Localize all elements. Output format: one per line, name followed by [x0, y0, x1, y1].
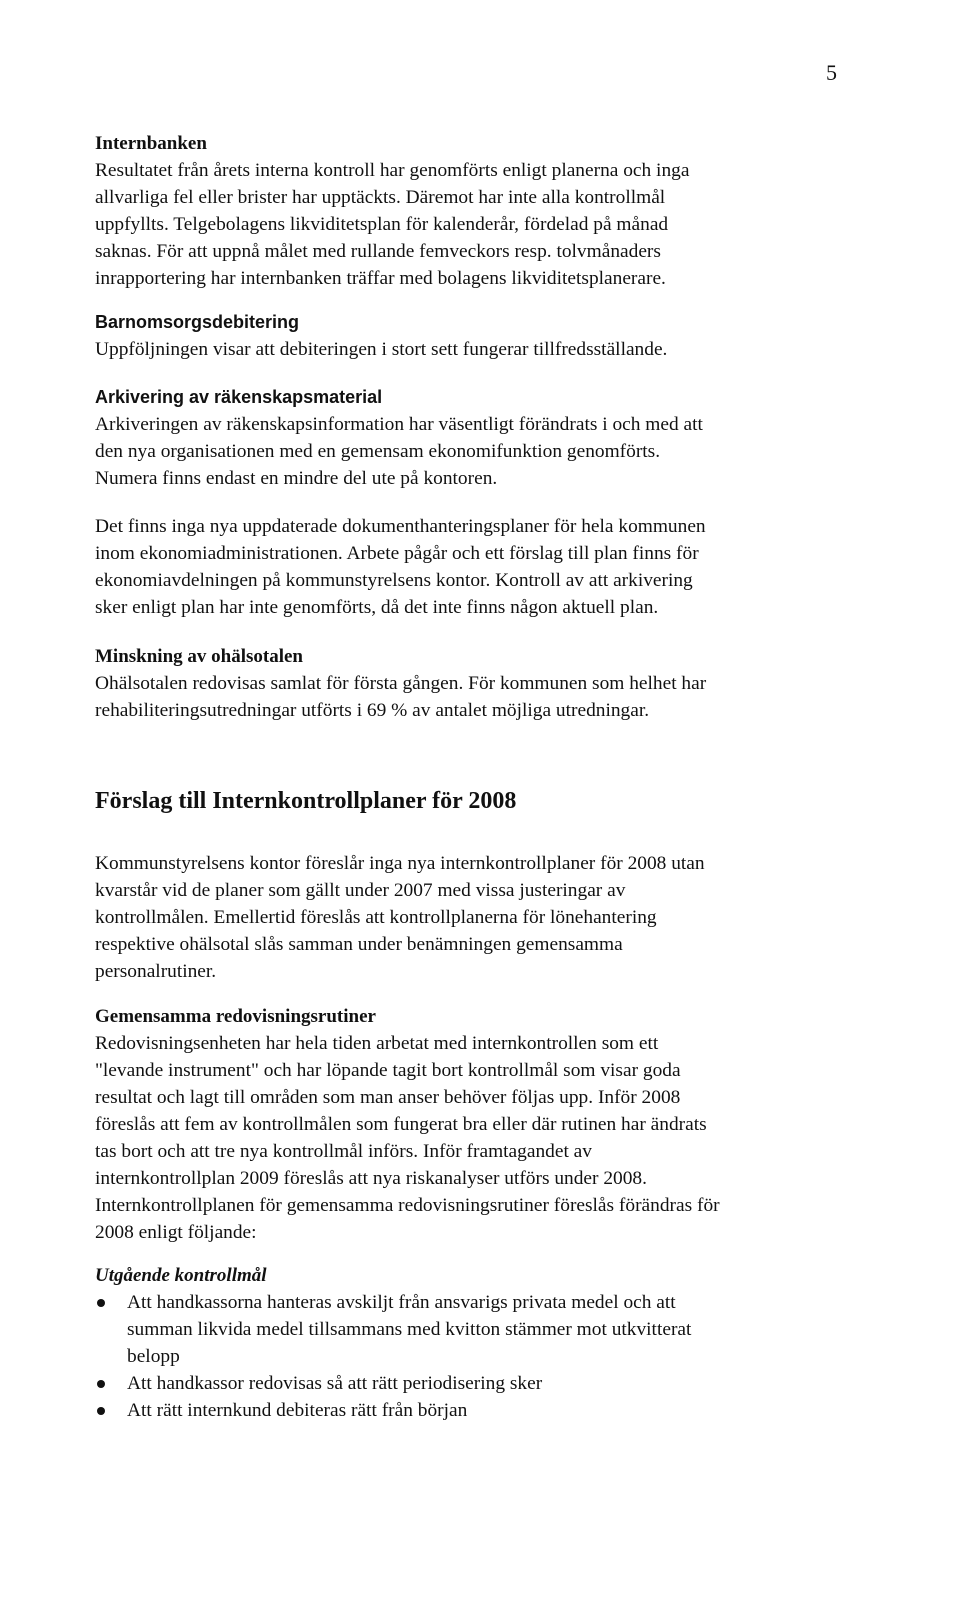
paragraph-barnomsorgsdebitering [95, 336, 825, 363]
paragraph-arkivering-2 [95, 513, 825, 621]
heading-arkivering: Arkivering av räkenskapsmaterial [95, 387, 383, 407]
text-line: summan likvida medel tillsammans med kvitton stämmer mot utkvitterat [127, 1319, 692, 1340]
text-line: "levande instrument" och har löpande tagit bort kontrollmål som visar goda [95, 1060, 681, 1081]
text-line: saknas. För att uppnå målet med rullande femveckors resp. tolvmånaders [95, 241, 661, 262]
text-line: 2008 enligt följande: [95, 1222, 257, 1243]
paragraph-minskning [95, 670, 825, 724]
text-line: den nya organisationen med en gemensam ekonomifunktion genomförts. [95, 441, 661, 462]
bullet-list-utgaende [95, 1289, 825, 1424]
text-line: respektive ohälsotal slås samman under benämningen gemensamma [95, 934, 623, 955]
paragraph-arkivering-1 [95, 411, 825, 492]
list-item [95, 1289, 825, 1370]
text-line: tas bort och att tre nya kontrollmål införs. Inför framtagandet av [95, 1141, 592, 1162]
text-line: ekonomiavdelningen på kommunstyrelsens kontor. Kontroll av att arkivering [95, 570, 693, 591]
paragraph-forslag [95, 850, 825, 985]
section-gemensamma [95, 1003, 825, 1246]
list-item [95, 1370, 825, 1397]
text-line: kvarstår vid de planer som gällt under 2007 med vissa justeringar av [95, 880, 626, 901]
section-forslag [95, 786, 825, 816]
text-line: Att handkassorna hanteras avskiljt från ansvarigs privata medel och att [127, 1292, 676, 1313]
paragraph-internbanken [95, 157, 825, 292]
text-line: Internkontrollplanen för gemensamma redovisningsrutiner föreslås förändras för [95, 1195, 720, 1216]
section-forslag-body [95, 850, 825, 985]
section-internbanken [95, 130, 825, 292]
text-line: Att handkassor redovisas så att rätt periodisering sker [127, 1373, 543, 1394]
text-line: uppfyllts. Telgebolagens likviditetsplan för kalenderår, fördelad på månad [95, 214, 669, 235]
text-line: rehabiliteringsutredningar utförts i 69 % av antalet möjliga utredningar. [95, 700, 650, 721]
text-line: Redovisningsenheten har hela tiden arbetat med internkontrollen som ett [95, 1033, 659, 1054]
text-line: sker enligt plan har inte genomförts, då det inte finns någon aktuell plan. [95, 597, 659, 618]
paragraph-gemensamma [95, 1030, 825, 1246]
text-line: Numera finns endast en mindre del ute på kontoren. [95, 468, 498, 489]
heading-utgaende: Utgående kontrollmål [95, 1265, 267, 1286]
text-line: Ohälsotalen redovisas samlat för första gången. För kommunen som helhet har [95, 673, 707, 694]
text-line: personalrutiner. [95, 961, 217, 982]
section-arkivering-continued [95, 513, 825, 621]
text-line: allvarliga fel eller brister har upptäckts. Däremot har inte alla kontrollmål [95, 187, 666, 208]
heading-gemensamma: Gemensamma redovisningsrutiner [95, 1006, 376, 1027]
text-line: Att rätt internkund debiteras rätt från början [127, 1400, 468, 1421]
heading-forslag: Förslag till Internkontrollplaner för 2008 [95, 788, 517, 814]
page-number: 5 [826, 60, 837, 85]
text-line: resultat och lagt till områden som man anser behöver följas upp. Inför 2008 [95, 1087, 681, 1108]
text-line: belopp [127, 1346, 180, 1367]
text-line: inrapportering har internbanken träffar med bolagens likviditetsplanerare. [95, 268, 666, 289]
text-line: föreslås att fem av kontrollmålen som fungerat bra eller där rutinen har ändrats [95, 1114, 707, 1135]
heading-internbanken: Internbanken [95, 133, 207, 154]
section-arkivering [95, 384, 825, 492]
text-line: Resultatet från årets interna kontroll har genomförts enligt planerna och inga [95, 160, 690, 181]
text-line: kontrollmålen. Emellertid föreslås att kontrollplanerna för lönehantering [95, 907, 657, 928]
section-barnomsorgsdebitering [95, 309, 825, 363]
text-line: Det finns inga nya uppdaterade dokumenthanteringsplaner för hela kommunen [95, 516, 706, 537]
text-line: Arkiveringen av räkenskapsinformation har väsentligt förändrats i och med att [95, 414, 703, 435]
heading-barnomsorgsdebitering: Barnomsorgsdebitering [95, 312, 300, 332]
section-utgaende [95, 1262, 825, 1424]
text-line: internkontrollplan 2009 föreslås att nya riskanalyser utförs under 2008. [95, 1168, 647, 1189]
text-line: inom ekonomiadministrationen. Arbete pågår och ett förslag till plan finns för [95, 543, 699, 564]
list-item [95, 1397, 825, 1424]
section-minskning [95, 643, 825, 724]
text-line: Kommunstyrelsens kontor föreslår inga nya internkontrollplaner för 2008 utan [95, 853, 705, 874]
text-line: Uppföljningen visar att debiteringen i stort sett fungerar tillfredsställande. [95, 339, 668, 360]
heading-minskning: Minskning av ohälsotalen [95, 646, 303, 667]
